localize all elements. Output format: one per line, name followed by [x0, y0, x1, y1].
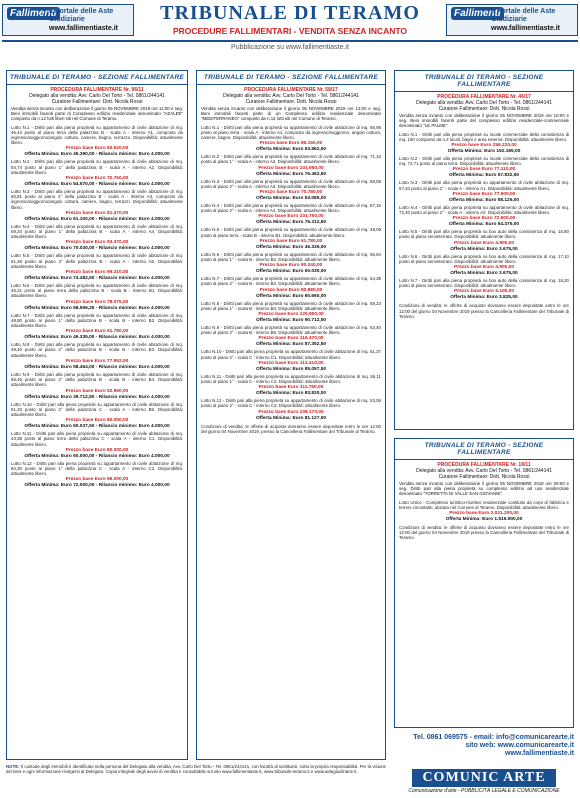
- section-title: TRIBUNALE DI TERAMO - SEZIONE FALLIMENTARE: [395, 439, 573, 460]
- notice-column-1: [6, 70, 188, 760]
- header-url[interactable]: www.fallimentiaste.it: [491, 25, 560, 32]
- procedure-info: [395, 460, 573, 481]
- lot-description: Lotto N.4 - Diritti pari alla piena proprietà su appartamento di civile abitazione di mq. 72,40 posto al piano 2° - scala A - interno A2. Disponibilità: attualmente libero.: [399, 204, 569, 216]
- lot-item: [197, 397, 385, 421]
- lot-price-block: [399, 289, 569, 301]
- lot-description: Lotto N.3 - Diritti pari alla piena proprietà su appartamento di civile abitazione di mq. 60,81 posto al piano 2° della palazzina B - scala A - interno A3, composto da ingresso/soggiorno/angolo cottura, camere, bagno, terrazzi. Disponibilità: attualmente libero.: [11, 189, 183, 210]
- lot-item: [197, 348, 385, 372]
- lot-description: Lotto N.12 - Diritti pari alla piena proprietà su appartamento di civile abitazione di mq. 53,06 posto al piano 2° - scala C - interno C3. Disponibilità: attualmente libero.: [201, 398, 381, 409]
- lot-list: [395, 131, 573, 302]
- base-price: Prezzo base Euro 61.780,00: [65, 329, 129, 335]
- lot-item: [197, 202, 385, 226]
- lot-description: Lotto N.9 - Diritti pari alla piena proprietà su appartamento di civile abitazione di mq. 66,45 posto al piano 2° della palazzina B - scala B - interno B4. Disponibilità: attualmente libero.: [11, 371, 183, 388]
- minimum-offer: Offerta Minima: Euro 3.675,00: [450, 246, 518, 252]
- minimum-offer: Offerta Minima: Euro 45.390,00 - Rilancio minimo: Euro 4.000,00: [24, 152, 170, 158]
- lot-item: [395, 228, 573, 252]
- header-portal-text: Il Portale delle Aste Giudiziarie: [49, 8, 114, 23]
- page-subtitle: PROCEDURE FALLIMENTARI - VENDITA SENZA INCANTO: [172, 26, 408, 36]
- fallimenti-logo: Fallimenti: [7, 7, 60, 20]
- lot-description: Lotto N.2 - Diritti pari alla piena proprietà su locale commerciale della consistenza di mq. 72,71 posto al piano terra. Disponibilità: attualmente libero.: [399, 156, 569, 167]
- base-price: Prezzo base Euro 78.075,00: [65, 299, 129, 305]
- lot-price-block: [201, 410, 381, 422]
- procedure-info: [395, 92, 573, 113]
- minimum-offer: Offerta Minima: Euro 81.127,50: [255, 415, 327, 421]
- base-price: Prezzo base Euro 4.900,00: [454, 240, 514, 246]
- base-price: Prezzo base Euro 256.220,00: [451, 143, 517, 149]
- lot-price-block: [11, 359, 183, 371]
- minimum-offer: Offerta Minima: Euro 87.352,50: [255, 342, 327, 348]
- comunicarte-logo: COMUNIC ARTE: [412, 769, 555, 787]
- lot-price-block: [11, 176, 183, 188]
- lot-item: [197, 300, 385, 324]
- lot-description: Lotto N.12 - Diritti pari alla piena proprietà su appartamento di civile abitazione di mq. 60,30 posto al piano 1° della palazzina C - scala A - interno C2. Disponibilità: attualmente libero.: [11, 460, 183, 477]
- lot-description: Lotto N.6 - Diritti pari alla piena proprietà su appartamento di civile abitazione di mq. 46,21 posto al piano terra della palazzina B - scala B - interno B1. Disponibilità: attualmente libero.: [11, 283, 183, 299]
- curator-line: Curatore Fallimentare: Dott. Nicola Rossi: [438, 106, 530, 112]
- lot-description: Lotto N.10 - Diritti pari alla piena proprietà su appartamento di civile abitazione di mq. 61,37 posto al piano 2° - scala C - interno C1. Disponibilità: attualmente libero.: [201, 349, 381, 360]
- lot-description: Lotto N.7 - Diritti pari alla piena proprietà su appartamento di civile abitazione di mq. 48,80 posto al piano 1° della palazzina B - scala B - interno B2. Disponibilità: attualmente libero.: [11, 312, 183, 329]
- base-price: Prezzo base Euro 77.500,00: [452, 191, 516, 197]
- lot-price-block: [201, 239, 381, 251]
- minimum-offer: Offerta Minima: Euro 3.675,00: [450, 271, 518, 277]
- lot-description: Lotto N.11 - Diritti pari alla piena proprietà su appartamento di civile abitazione di mq. 55,11 posto al piano 1° - scala C - interno C2. Disponibilità: attualmente libero.: [201, 373, 381, 385]
- sale-conditions: Condizioni di vendita: le offerte di acquisto dovranno essere depositate entro le ore 12:00 del giorno 04 Novembre 2019 presso la Cancelleria Fallimentare del Tribunale di Teramo.: [399, 525, 569, 541]
- contact-website[interactable]: sito web: www.comunicarearte.it: [465, 742, 574, 749]
- base-price: Prezzo base Euro 99.310,00: [65, 270, 129, 276]
- minimum-offer: Offerta Minima: Euro 63.862,50: [255, 147, 327, 153]
- lot-price-block: [399, 265, 569, 277]
- minimum-offer: Offerta Minima: Euro 60.037,50 - Rilancio minimo: Euro 4.000,00: [24, 424, 170, 430]
- lot-description: Lotto N.7 - Diritti pari alla piena proprietà su appartamento di civile abitazione di mq. 54,38 posto al piano 2° - scala B - interno B3. Disponibilità: attualmente libero.: [201, 276, 381, 287]
- contact-block: [394, 734, 574, 764]
- lot-price-block: [11, 146, 183, 158]
- notice-column-3-top: [394, 70, 574, 430]
- lot-price-block: [11, 300, 183, 312]
- fallimenti-logo: Fallimenti: [451, 7, 504, 20]
- delegate-line: Delegato alla vendita: Avv. Carlo Del Torto - Tel. 0861/244141: [416, 100, 552, 106]
- minimum-offer: Offerta Minima: Euro 60.030,00: [255, 269, 327, 275]
- lot-price-block: [11, 418, 183, 430]
- minimum-offer: Offerta Minima: Euro 83.820,00: [255, 391, 327, 397]
- procedure-number: PROCEDURA FALLIMENTARE Nr. 46/17: [437, 94, 531, 100]
- lot-item: [7, 401, 187, 431]
- lot-item: [7, 460, 187, 490]
- lot-item: [395, 499, 573, 523]
- minimum-offer: Offerta Minima: Euro 72.000,00 - Rilancio minimo: Euro 4.000,00: [24, 483, 170, 489]
- base-price: Prezzo base Euro 120.950,00: [258, 312, 324, 318]
- sale-intro: Vendita senza incanto con deliberazione il giorno 05 NOVEMBRE 2019 ore 10:00 e seg. Beni immobili facenti parte del complesso edilizio residenziale-commerciale denominato "LE PALME".: [399, 113, 569, 129]
- lot-item: [197, 178, 385, 202]
- lot-item: [395, 131, 573, 155]
- note-label: NOTE:: [6, 764, 20, 769]
- minimum-offer: Offerta Minima: Euro 85.057,50: [255, 366, 327, 372]
- lot-description: Lotto N.2 - Diritti pari alla piena proprietà su appartamento di civile abitazione di mq. 71,16 posto al piano 1° - scala A - interno A2. Disponibilità: attualmente libero.: [201, 154, 381, 165]
- minimum-offer: Offerta Minima: Euro 76.462,50: [255, 171, 327, 177]
- base-price: Prezzo base Euro 77.110,00: [452, 167, 516, 173]
- section-title: TRIBUNALE DI TERAMO - SEZIONE FALLIMENTARE: [197, 71, 385, 85]
- lot-item: [197, 153, 385, 177]
- sale-intro: Vendita senza incanto con deliberazione il giorno 05 NOVEMBRE 2019 ore 11:00 e seg. Beni immobili facenti parte di Complesso edilizio residenziale denominato "AZALEE" composto da n.12 lotti liberi siti nel Comune di Teramo.: [11, 106, 183, 122]
- lot-price-block: [11, 211, 183, 223]
- delegate-line: Delegato alla vendita: Avv. Carlo Del Torto - Tel. 0861/244141: [416, 468, 552, 474]
- lot-item: [7, 252, 187, 282]
- section-title: TRIBUNALE DI TERAMO - SEZIONE FALLIMENTARE: [395, 71, 573, 92]
- lot-description: Lotto N.4 - Diritti pari alla piena proprietà su appartamento di civile abitazione di mq. 67,16 posto al piano 2° - scala A - interno A4. Disponibilità: attualmente libero.: [201, 203, 381, 214]
- base-price: Prezzo base Euro 101.750,00: [258, 214, 324, 220]
- lot-description: Lotto N.10 - Diritti pari alla piena proprietà su appartamento di civile abitazione di mq. 61,33 posto al piano 2° della palazzina C - scala A - interno B5. Disponibilità: attualmente libero.: [11, 401, 183, 417]
- minimum-offer: Offerta Minima: Euro 54.570,00 - Rilancio minimo: Euro 4.000,00: [24, 182, 170, 188]
- lot-description: Lotto N.5 - Diritti pari alla piena proprietà su box auto della consistenza di mq. 16,80 posto al piano seminterrato. Disponibilità: attualmente libero.: [399, 229, 569, 240]
- lot-description: Lotto N.6 - Diritti pari alla piena proprietà su appartamento di civile abitazione di mq. 55,84 posto al piano 1° - scala B - interno B2. Disponibilità: attualmente libero.: [201, 251, 381, 263]
- base-price: Prezzo base Euro 116.470,00: [258, 336, 324, 342]
- sale-intro: Vendita senza incanto con deliberazione il giorno 05 NOVEMBRE 2019 ore 09:00 e seg. Diritti pari alla piena proprietà su complesso edilizio ad uso residenziale denominato "TORRETTA DI VALLE SAN GIOVANNI".: [399, 481, 569, 497]
- contact-website-2[interactable]: www.fallimentiaste.it: [505, 750, 574, 757]
- delegate-line: Delegato alla vendita: Avv. Carlo Del Torto - Tel. 0861/244141: [223, 93, 359, 99]
- minimum-offer: Offerta Minima: Euro 57.832,50: [448, 173, 520, 179]
- minimum-offer: Offerta Minima: Euro 58.125,00: [448, 197, 520, 203]
- lot-list: [197, 124, 385, 422]
- lot-item: [7, 371, 187, 401]
- lot-price-block: [399, 167, 569, 179]
- header-url[interactable]: www.fallimentiaste.it: [49, 25, 118, 32]
- lot-description: Lotto N.8 - Diritti pari alla piena proprietà su appartamento di civile abitazione di mq. 49,40 posto al piano 2° della palazzina B - scala B - interno B3. Disponibilità: attualmente libero.: [11, 342, 183, 358]
- lot-item: [395, 179, 573, 203]
- brand-logo-block: [394, 768, 574, 796]
- lot-description: Lotto N.7 - Diritti pari alla piena proprietà su box auto della consistenza di mq. 18,20 posto al piano seminterrato. Disponibilità: attualmente libero.: [399, 278, 569, 289]
- lot-price-block: [11, 448, 183, 460]
- lot-price-block: [201, 166, 381, 178]
- lot-item: [395, 253, 573, 277]
- lot-item: [395, 204, 573, 228]
- sale-intro: Vendita senza incanto con deliberazione il giorno 05 NOVEMBRE 2019 ore 12:00 e seg. Beni immobili facenti parte di un Complesso edilizio residenziale denominato "MEDITERRANEO" composto da n.14 lotti siti nel Comune di Teramo.: [201, 106, 381, 122]
- lot-item: [7, 124, 187, 159]
- base-price: Prezzo base Euro 80.050,00: [65, 418, 129, 424]
- minimum-offer: Offerta Minima: Euro 58.556,25 - Rilancio minimo: Euro 4.000,00: [24, 305, 170, 311]
- base-price: Prezzo base Euro 5.100,00: [454, 289, 514, 295]
- lot-description: Lotto N.1 - Diritti pari alla piena proprietà su appartamento di civile abitazione di mq. 56,98 posto al piano terra - scala A - interno A1, composto da ingresso/soggiorno, angolo cottura, camere, bagno. Disponibilità: attualmente libero.: [201, 124, 381, 141]
- lot-description: Lotto N.5 - Diritti pari alla piena proprietà su appartamento di civile abitazione di mq. 61,48 posto al piano 2° della palazzina B - scala A - interno A5. Disponibilità: attualmente libero.: [11, 253, 183, 269]
- lot-item: [7, 312, 187, 342]
- lot-price-block: [11, 329, 183, 341]
- header-portal-text: Il Portale delle Aste Giudiziarie: [491, 8, 556, 23]
- lot-description: Lotto N.2 - Diritti pari alla piena proprietà su appartamento di civile abitazione di mq. 54,74 posto al piano 1° della palazzina B - scala A - interno A2. Disponibilità: attualmente libero.: [11, 159, 183, 175]
- lot-price-block: [201, 336, 381, 348]
- lot-price-block: [201, 141, 381, 153]
- base-price: Prezzo base Euro 70.780,00: [259, 190, 323, 196]
- footer-note: [6, 764, 386, 775]
- lot-item: [7, 430, 187, 460]
- lot-description: Lotto Unico - Complesso turistico-ricettivo residenziale costituito da corpi di fabbrica e terreni circostanti, ubicato nel Comune di Teramo. Disponibilità: attualmente libero.: [399, 499, 569, 510]
- lot-price-block: [201, 263, 381, 275]
- minimum-offer: Offerta Minima: Euro 70.030,00 - Rilancio minimo: Euro 4.000,00: [24, 246, 170, 252]
- lot-description: Lotto N.3 - Diritti pari alla piena proprietà su appartamento di civile abitazione di mq. 58,08 posto al piano 2° - scala A - interno A3. Disponibilità: attualmente libero.: [201, 178, 381, 189]
- base-price: Prezzo base Euro 61.780,00: [259, 238, 323, 244]
- base-price: Prezzo base Euro 77.952,00: [65, 358, 129, 364]
- minimum-offer: Offerta Minima: Euro 3.825,00: [450, 295, 518, 301]
- lot-price-block: [11, 240, 183, 252]
- curator-line: Curatore Fallimentare: Dott. Nicola Rossi: [438, 474, 530, 480]
- lot-price-block: [201, 214, 381, 226]
- procedure-info: [197, 85, 385, 106]
- lot-price-block: [201, 385, 381, 397]
- lot-item: [197, 324, 385, 348]
- lot-price-block: [201, 190, 381, 202]
- lot-item: [7, 341, 187, 371]
- base-price: Prezzo base Euro 93.370,00: [65, 240, 129, 246]
- lot-description: Lotto N.4 - Diritti pari alla piena proprietà su appartamento di civile abitazione di mq. 69,34 posto al piano 1° della palazzina B - scala A - interno A4. Disponibilità: attualmente libero.: [11, 223, 183, 240]
- minimum-offer: Offerta Minima: Euro 1.515.900,00: [445, 517, 523, 523]
- lot-list: [7, 124, 187, 490]
- lot-item: [197, 275, 385, 299]
- section-title: TRIBUNALE DI TERAMO - SEZIONE FALLIMENTARE: [7, 71, 187, 85]
- base-price: Prezzo base Euro 80.000,00: [65, 447, 129, 453]
- minimum-offer: Offerta Minima: Euro 60.000,00 - Rilancio minimo: Euro 4.000,00: [24, 453, 170, 459]
- minimum-offer: Offerta Minima: Euro 74.482,50 - Rilancio minimo: Euro 4.000,00: [24, 276, 170, 282]
- lot-description: Lotto N.5 - Diritti pari alla piena proprietà su appartamento di civile abitazione di mq. 48,09 posto al piano terra - scala B - interno B1. Disponibilità: attualmente libero.: [201, 227, 381, 238]
- lot-price-block: [11, 477, 183, 489]
- base-price: Prezzo base Euro 101.950,00: [258, 165, 324, 171]
- lot-item: [7, 188, 187, 223]
- page-header: [0, 0, 580, 62]
- base-price: Prezzo base Euro 72.500,00: [452, 216, 516, 222]
- note-text: Il custode degli immobili è identificato nella persona del Delegato alla vendita, Avv. Carlo Del Torto - Tel. 0861/244141, con facoltà di sostituirsi, sotto la propria responsabilità. Per la visione dei beni e ogni informazione rivolgersi al Delegato. Copia integrale degli avvisi di vendita è consultabile sul sito www.fallimentiaste.it, www.tribunale.teramo.it e www.astegiudiziarie.it.: [6, 764, 386, 775]
- minimum-offer: Offerta Minima: Euro 53.085,00: [255, 196, 327, 202]
- lot-price-block: [11, 389, 183, 401]
- header-divider: [2, 40, 578, 42]
- notice-column-3-bottom: [394, 438, 574, 728]
- lot-description: Lotto N.6 - Diritti pari alla piena proprietà su box auto della consistenza di mq. 17,10 posto al piano seminterrato. Disponibilità: attualmente libero.: [399, 253, 569, 264]
- lot-item: [7, 158, 187, 188]
- notice-column-2: [196, 70, 386, 760]
- base-price: Prezzo base Euro 80.040,00: [259, 263, 323, 269]
- base-price: Prezzo base Euro 96.000,00: [65, 477, 129, 483]
- base-price: Prezzo base Euro 52.950,00: [65, 388, 129, 394]
- base-price: Prezzo base Euro 85.150,00: [259, 141, 323, 147]
- lot-description: Lotto N.9 - Diritti pari alla piena proprietà su appartamento di civile abitazione di mq. 63,40 posto al piano 2° - scala B - interno B5. Disponibilità: attualmente libero.: [201, 325, 381, 336]
- base-price: Prezzo base Euro 108.170,00: [258, 409, 324, 415]
- sale-conditions: Condizioni di vendita: le offerte di acquisto dovranno essere depositate entro le ore 12:00 del giorno 04 Novembre 2019, presso la Cancelleria Fallimentare del Tribunale di Teramo.: [201, 423, 381, 434]
- lot-description: Lotto N.1 - Diritti pari alla piena proprietà su appartamento di civile abitazione di mq. 46,44 posto al piano terra della palazzina B - scala A - interno A1, composto da ingresso/soggiorno/angolo cottura, camera, bagno, terrazzo. Disponibilità: attualmente libero.: [11, 124, 183, 146]
- brand-tagline: Comunicazione d'arte - PUBBLICITÀ LEGALE E COMUNICAZIONE: [408, 788, 560, 794]
- lot-description: Lotto N.1 - Diritti pari alla piena proprietà su locale commerciale della consistenza di mq. 160 composto da n.2 locali, bagni e area esterna. Disponibilità: attualmente libero.: [399, 131, 569, 142]
- base-price: Prezzo base Euro 60.520,00: [65, 146, 129, 152]
- base-price: Prezzo base Euro 111.760,00: [258, 385, 324, 391]
- page-title: TRIBUNALE DI TERAMO: [160, 2, 420, 24]
- procedure-number: PROCEDURA FALLIMENTARE Nr. 58/17: [244, 87, 338, 93]
- lot-item: [197, 251, 385, 275]
- lot-price-block: [399, 216, 569, 228]
- base-price: Prezzo base Euro 81.470,00: [65, 210, 129, 216]
- minimum-offer: Offerta Minima: Euro 46.335,00 - Rilancio minimo: Euro 4.000,00: [24, 335, 170, 341]
- lot-description: Lotto N.3 - Diritti pari alla piena proprietà su appartamento di civile abitazione di mq. 67,40 posto al piano 1° - scala A - interno A1. Disponibilità: attualmente libero.: [399, 180, 569, 191]
- delegate-line: Delegato alla vendita: Avv. Carlo Del Torto - Tel. 0861/244141: [29, 93, 165, 99]
- lot-item: [395, 277, 573, 301]
- minimum-offer: Offerta Minima: Euro 76.312,50: [255, 220, 327, 226]
- base-price: Prezzo base Euro 80.880,00: [259, 287, 323, 293]
- minimum-offer: Offerta Minima: Euro 58.464,00 - Rilancio minimo: Euro 4.000,00: [24, 364, 170, 370]
- minimum-offer: Offerta Minima: Euro 39.712,50 - Rilancio minimo: Euro 4.000,00: [24, 394, 170, 400]
- lot-item: [395, 155, 573, 179]
- lot-item: [7, 223, 187, 253]
- lot-price-block: [11, 270, 183, 282]
- minimum-offer: Offerta Minima: Euro 46.335,00: [255, 244, 327, 250]
- header-logo-box-left[interactable]: [2, 4, 134, 36]
- lot-price-block: [201, 312, 381, 324]
- base-price: Prezzo base Euro 113.410,00: [258, 360, 324, 366]
- lot-item: [197, 124, 385, 154]
- minimum-offer: Offerta Minima: Euro 61.100,00 - Rilancio minimo: Euro 4.000,00: [24, 216, 170, 222]
- lot-description: Lotto N.8 - Diritti pari alla piena proprietà su appartamento di civile abitazione di mq. 58,23 posto al piano 1° - scala B - interno B4. Disponibilità: attualmente libero.: [201, 300, 381, 311]
- lot-description: Lotto N.11 - Diritti pari alla piena proprietà su appartamento di civile abitazione di mq. 43,38 posto al piano terra della palazzina C - scala A - interno C1. Disponibilità: attualmente libero.: [11, 431, 183, 447]
- lot-item: [197, 226, 385, 250]
- lot-price-block: [399, 241, 569, 253]
- lot-price-block: [201, 361, 381, 373]
- procedure-number: PROCEDURA FALLIMENTARE Nr. 96/11: [50, 87, 144, 93]
- header-logo-box-right[interactable]: [446, 4, 578, 36]
- procedure-info: [7, 85, 187, 106]
- minimum-offer: Offerta Minima: Euro 192.165,00: [447, 149, 521, 155]
- minimum-offer: Offerta Minima: Euro 54.375,00: [448, 222, 520, 228]
- curator-line: Curatore Fallimentare: Dott. Nicola Rossi: [245, 99, 337, 105]
- base-price: Prezzo base Euro 4.900,00: [454, 265, 514, 271]
- curator-line: Curatore Fallimentare: Dott. Nicola Rossi: [51, 99, 143, 105]
- procedure-number: PROCEDURA FALLIMENTARE Nr. 18/11: [437, 462, 531, 468]
- header-date-line: Pubblicazione su www.fallimentiaste.it: [231, 44, 349, 51]
- sale-conditions: Condizioni di vendita: le offerte di acquisto dovranno essere depositate entro le ore 12:00 del giorno 04 Novembre 2019 presso la Cancelleria Fallimentare del Tribunale di Teramo.: [399, 303, 569, 319]
- lot-price-block: [399, 192, 569, 204]
- minimum-offer: Offerta Minima: Euro 60.660,00: [255, 293, 327, 299]
- lot-price-block: [399, 143, 569, 155]
- lot-price-block: [399, 511, 569, 523]
- lot-price-block: [201, 288, 381, 300]
- base-price: Prezzo base Euro 2.021.200,00: [449, 511, 519, 517]
- lot-list: [395, 499, 573, 523]
- base-price: Prezzo base Euro 72.760,00: [65, 176, 129, 182]
- lot-item: [197, 373, 385, 397]
- minimum-offer: Offerta Minima: Euro 90.712,50: [255, 318, 327, 324]
- contact-phone-email[interactable]: Tel. 0861 069575 - email: info@comunicarearte.it: [413, 734, 574, 741]
- lot-item: [7, 282, 187, 312]
